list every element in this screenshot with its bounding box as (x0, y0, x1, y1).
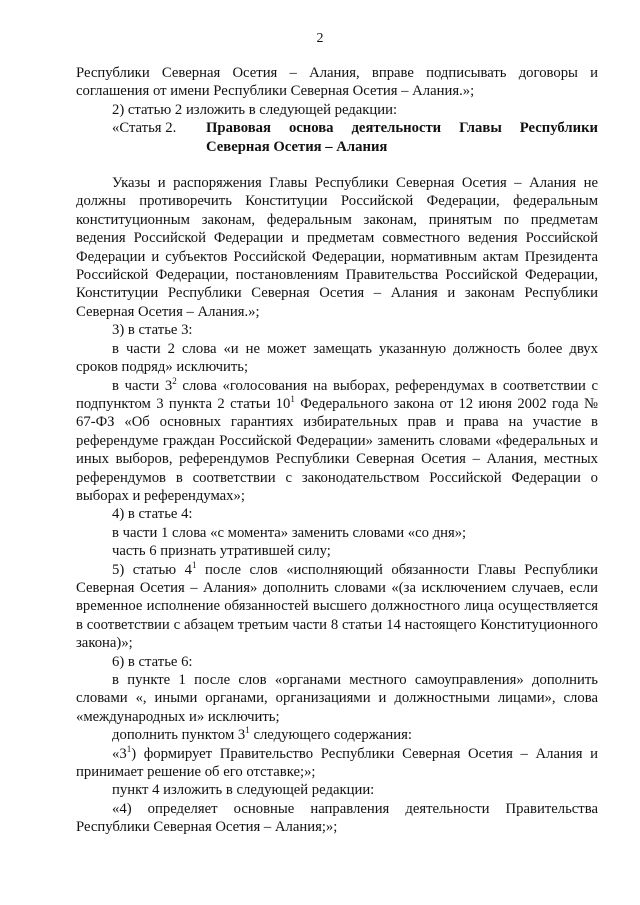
paragraph-item-6-add-point: дополнить пунктом $3^1$ следующего содержания: (112, 725, 412, 744)
paragraph-item-5: 5) статью $4^1$ после слов «исполняющий обязанности Главы Республики Северная Осетия – Алания» дополнить словами «(за исключением случаев, если временное исполнение обязанностей высшего должностного лица осуществляется в соответствии с абзацем третьим части 8 статьи 14 настоящего Конституционного закона)»; (76, 559, 598, 652)
document-body (76, 64, 598, 837)
paragraph-item-4-part-6: часть 6 признать утратившей силу; (112, 543, 331, 560)
paragraph-item-3-part-2: в части 2 слова «и не может замещать указанную должность более двух сроков подряд» исключить; (76, 340, 598, 376)
article-title: Правовая основа деятельности Главы Республики Северная Осетия – Алания (206, 120, 598, 155)
paragraph-item-3-part-3-2: в части $3^2$ слова «голосования на выборах, референдумах в соответствии с подпунктом 3 пункта 2 статьи $10^1$ Федерального закона от 12 июня 2002 года № 67-ФЗ «Об основных гарантиях избирательных прав и права на участие в референдуме граждан Российской Федерации» заменить словами «федеральных и иных выборов, референдумов Республики Северная Осетия – Алания, местных референдумов в соответствии с законодательством Российской Федерации о выборах и референдумах»; (76, 375, 599, 504)
spacer (76, 156, 598, 174)
paragraph-item-6-point-4: пункт 4 изложить в следующей редакции: (112, 782, 375, 799)
paragraph-item-3: 3) в статье 3: (112, 322, 193, 339)
article-label: «Статья 2. (112, 120, 177, 137)
paragraph-intro: Республики Северная Осетия – Алания, вправе подписывать договоры и соглашения от имени Республики Северная Осетия – Алания.»; (76, 65, 598, 100)
paragraph-item-2: 2) статью 2 изложить в следующей редакции: (112, 101, 398, 118)
paragraph-item-6-new-point: «$3^1$) формирует Правительство Республики Северная Осетия – Алания и принимает решение об его отставке;»; (76, 743, 598, 781)
paragraph-item-6-point-4-text: «4) определяет основные направления деятельности Правительства Республики Северная Осетия – Алания;»; (76, 800, 598, 836)
article-heading (76, 119, 598, 156)
paragraph-item-4-part-1: в части 1 слова «с момента» заменить словами «со дня»; (112, 524, 467, 541)
paragraph-item-6-point-1: в пункте 1 после слов «органами местного самоуправления» дополнить словами «, иными органами, организациями и должностными лицами», слова «международных и» исключить; (76, 672, 598, 725)
page-number: 2 (316, 31, 324, 46)
article-text: Указы и распоряжения Главы Республики Северная Осетия – Алания не должны противоречить Конституции Российской Федерации, федеральным конституционным законам, федеральным законам, принятым по предметам ведения Российской Федерации и предметам совместного ведения Российской Федерации и субъектов Российской Федерации, нормативным актам Президента Российской Федерации, постановлениям Правительства Российской Федерации, Конституции Республики Северная Осетия – Алания и законам Республики Северная Осетия – Алания.»; (76, 175, 598, 320)
paragraph-item-4: 4) в статье 4: (112, 506, 193, 523)
paragraph-item-6: 6) в статье 6: (112, 653, 193, 670)
